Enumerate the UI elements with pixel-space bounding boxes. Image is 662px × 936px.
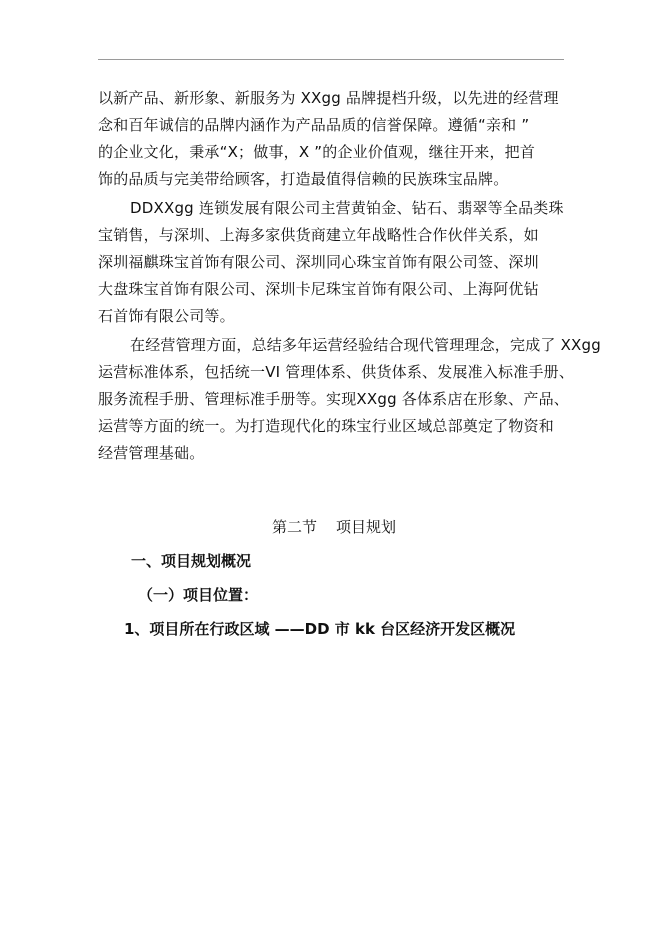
text-line: 经营管理基础。 bbox=[98, 444, 205, 462]
document-body bbox=[98, 85, 601, 643]
text-line: 以新产品、新形象、新服务为 XXgg 品牌提档升级，以先进的经营理 bbox=[98, 89, 559, 107]
section-title: 第二节 项目规划 bbox=[271, 518, 397, 536]
text-line: 运营等方面的统一。为打造现代化的珠宝行业区域总部奠定了物资和 bbox=[98, 417, 555, 435]
text-line: 服务流程手册、管理标准手册等。实现XXgg 各体系店在形象、产品、 bbox=[98, 390, 569, 408]
text-line: 宝销售，与深圳、上海多家供货商建立年战略性合作伙伴关系，如 bbox=[98, 226, 539, 244]
heading-level-2: （一）项目位置： bbox=[138, 586, 259, 604]
text-line: 大盘珠宝首饰有限公司、深圳卡尼珠宝首饰有限公司、上海阿优钻 bbox=[98, 280, 539, 298]
paragraph-company bbox=[98, 195, 564, 330]
paragraph-management bbox=[98, 332, 601, 467]
text-line: 深圳福麒珠宝首饰有限公司、深圳同心珠宝首饰有限公司签、深圳 bbox=[98, 253, 539, 271]
text-line: 在经营管理方面，总结多年运营经验结合现代管理理念，完成了 XXgg bbox=[130, 336, 601, 354]
text-line: 石首饰有限公司等。 bbox=[98, 307, 235, 325]
heading-level-1: 一、项目规划概况 bbox=[131, 552, 252, 570]
text-line: 饰的品质与完美带给顾客，打造最值得信赖的民族珠宝品牌。 bbox=[98, 170, 509, 188]
paragraph-brand bbox=[98, 85, 564, 193]
text-line: DDXXgg 连锁发展有限公司主营黄铂金、钻石、翡翠等全品类珠 bbox=[130, 199, 564, 217]
text-line: 运营标准体系，包括统一VI 管理体系、供货体系、发展准入标准手册、 bbox=[98, 363, 575, 381]
text-line: 念和百年诚信的品牌内涵作为产品品质的信誉保障。遵循“亲和 ” bbox=[98, 116, 530, 134]
header-rule bbox=[98, 59, 564, 60]
text-line: 的企业文化，秉承“X；做事，X ”的企业价值观，继往开来，把首 bbox=[98, 143, 536, 161]
heading-level-3: 1、项目所在行政区域 ——DD 市 kk 台区经济开发区概况 bbox=[124, 620, 516, 638]
